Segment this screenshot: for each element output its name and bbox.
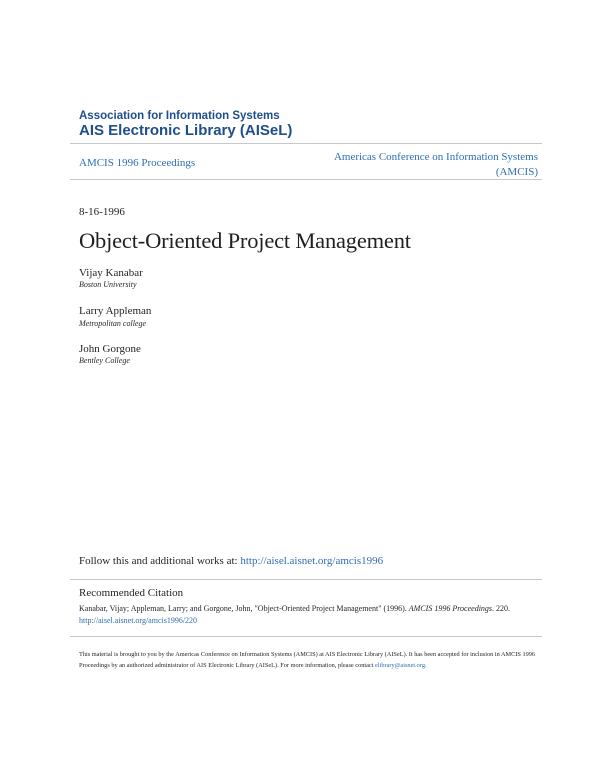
author-affiliation: Metropolitan college bbox=[79, 319, 147, 328]
divider-notice bbox=[70, 636, 542, 637]
author-name: John Gorgone bbox=[79, 343, 141, 355]
citation-text bbox=[79, 603, 539, 627]
notice-body: This material is brought to you by the Americas Conference on Information Systems (AMCIS) at AIS Electronic Library (AISeL). It has been accepted for inclusion in AMCIS 1996 Proceedings by an authorized administrator of AIS Electronic Library (AISeL). For more information, please contact bbox=[79, 651, 536, 669]
organization-name: Association for Information Systems bbox=[79, 110, 280, 122]
citation-heading: Recommended Citation bbox=[79, 587, 184, 599]
conference-link[interactable] bbox=[298, 150, 538, 180]
author-name: Vijay Kanabar bbox=[79, 267, 143, 279]
author-affiliation: Bentley College bbox=[79, 356, 130, 365]
citation-number: . 220. bbox=[492, 604, 511, 613]
conference-line-2: (AMCIS) bbox=[495, 166, 538, 178]
paper-title: Object-Oriented Project Management bbox=[79, 228, 411, 253]
follow-line bbox=[79, 555, 383, 567]
library-name[interactable]: AIS Electronic Library (AISeL) bbox=[79, 122, 293, 139]
notice-email-link[interactable]: elibrary@aisnet.org bbox=[375, 662, 425, 669]
proceedings-link[interactable]: AMCIS 1996 Proceedings bbox=[79, 157, 196, 169]
divider-citation bbox=[70, 579, 542, 580]
follow-link[interactable]: http://aisel.aisnet.org/amcis1996 bbox=[240, 555, 384, 567]
author-name: Larry Appleman bbox=[79, 305, 152, 317]
citation-body: Kanabar, Vijay; Appleman, Larry; and Gorgone, John, "Object-Oriented Project Management" (1996). bbox=[79, 604, 409, 613]
citation-link[interactable]: http://aisel.aisnet.org/amcis1996/220 bbox=[79, 616, 198, 625]
notice-end: . bbox=[424, 662, 427, 669]
divider-top bbox=[70, 143, 542, 144]
notice-text bbox=[79, 649, 539, 671]
follow-text: Follow this and additional works at: bbox=[79, 555, 241, 567]
divider-series bbox=[70, 179, 542, 180]
author-affiliation: Boston University bbox=[79, 280, 137, 289]
citation-venue: AMCIS 1996 Proceedings bbox=[408, 604, 493, 613]
conference-line-1: Americas Conference on Information Systems bbox=[333, 151, 538, 163]
paper-date: 8-16-1996 bbox=[79, 206, 125, 218]
